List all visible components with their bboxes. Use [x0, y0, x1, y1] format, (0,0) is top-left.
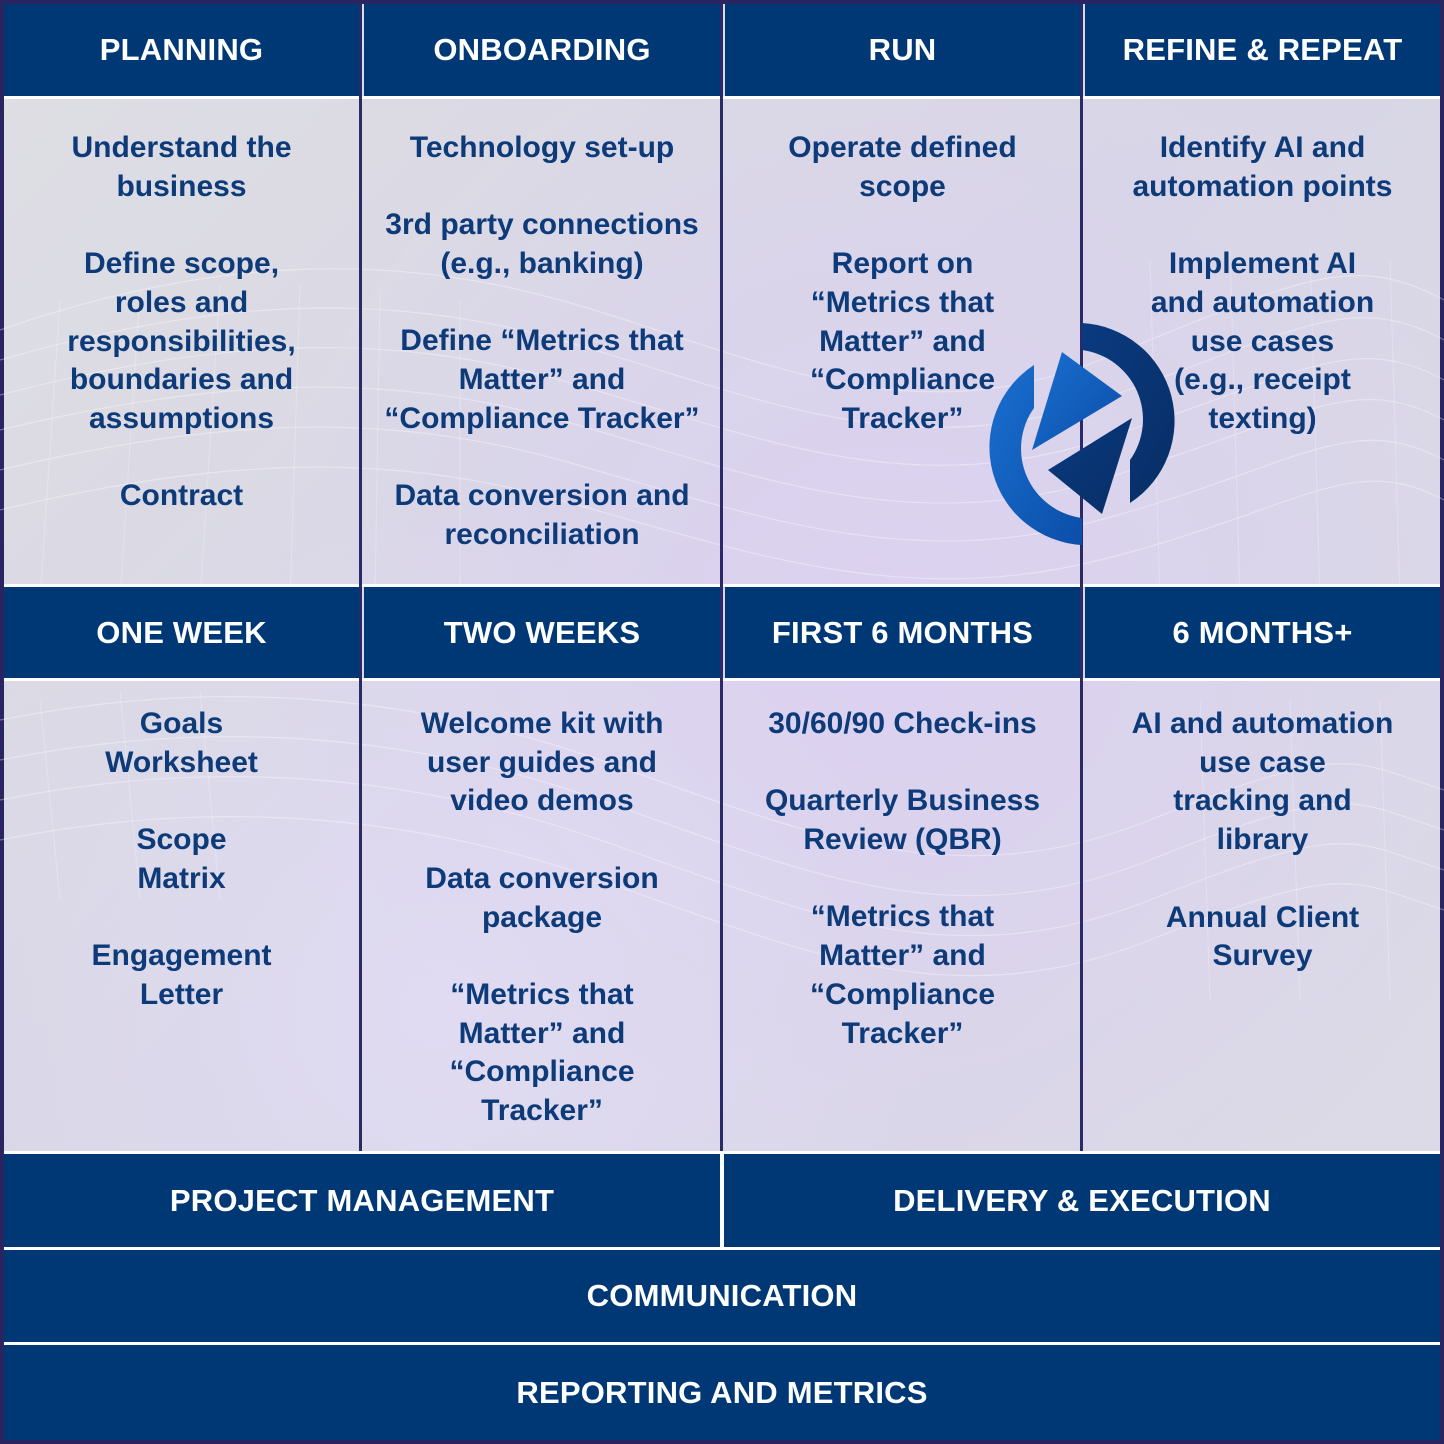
activity-item: Understand the business — [71, 131, 292, 203]
band-reporting-metrics: REPORTING AND METRICS — [4, 1345, 1440, 1440]
phase-header-refine-repeat: REFINE & REPEAT — [1085, 4, 1440, 96]
deliverables-6-months-plus — [1085, 681, 1440, 1151]
activity-item: 3rd party connections (e.g., banking) — [385, 208, 699, 281]
phase-header-onboarding: ONBOARDING — [364, 4, 720, 96]
deliverable-item: Welcome kit with user guides and video demos — [420, 707, 664, 818]
phase-header-planning: PLANNING — [4, 4, 359, 96]
activity-item: Define “Metrics that Matter” and “Compliance Tracker” — [384, 324, 700, 435]
deliverables-two-weeks — [364, 681, 720, 1151]
activity-item: Identify AI and automation points — [1132, 131, 1393, 203]
activity-item: Technology set-up — [409, 131, 675, 164]
activities-planning — [4, 99, 359, 584]
column-divider — [359, 4, 362, 1151]
timeframe-6-months-plus: 6 MONTHS+ — [1085, 587, 1440, 678]
refresh-cycle-icon — [980, 318, 1185, 553]
deliverable-item: “Metrics that Matter” and “Compliance Tracker” — [449, 977, 635, 1127]
timeframe-two-weeks: TWO WEEKS — [364, 587, 720, 678]
deliverable-item: Scope Matrix — [136, 823, 227, 895]
deliverable-item: 30/60/90 Check-ins — [768, 707, 1037, 740]
activity-item: Define scope, roles and responsibilities, boundaries and assumptions — [67, 247, 296, 435]
activity-item: Implement AI and automation use cases (e.g., receipt texting) — [1150, 247, 1375, 435]
activity-item: Operate defined scope — [788, 131, 1017, 203]
deliverable-item: AI and automation use case tracking and library — [1131, 707, 1394, 857]
band-divider — [720, 1154, 724, 1247]
phase-header-run: RUN — [725, 4, 1080, 96]
deliverable-item: “Metrics that Matter” and “Compliance Tracker” — [809, 900, 996, 1050]
deliverable-item: Annual Client Survey — [1165, 900, 1360, 973]
deliverable-item: Quarterly Business Review (QBR) — [764, 784, 1041, 857]
column-divider — [1080, 4, 1083, 1151]
column-divider — [720, 4, 723, 1151]
deliverable-item: Data conversion package — [425, 861, 659, 934]
band-project-management: PROJECT MANAGEMENT — [4, 1154, 720, 1247]
activity-item: Contract — [119, 479, 244, 513]
deliverable-item: Engagement Letter — [91, 939, 272, 1011]
band-delivery-execution: DELIVERY & EXECUTION — [724, 1154, 1440, 1247]
deliverables-one-week — [4, 681, 359, 1151]
deliverables-first-6-months — [725, 681, 1080, 1151]
band-communication: COMMUNICATION — [4, 1250, 1440, 1342]
activity-item: Data conversion and reconciliation — [394, 479, 690, 551]
timeframe-first-6-months: FIRST 6 MONTHS — [725, 587, 1080, 678]
activity-item: Report on “Metrics that Matter” and “Compliance Tracker” — [809, 247, 996, 435]
timeframe-one-week: ONE WEEK — [4, 587, 359, 678]
activities-onboarding — [364, 99, 720, 584]
deliverable-item: Goals Worksheet — [105, 707, 258, 779]
